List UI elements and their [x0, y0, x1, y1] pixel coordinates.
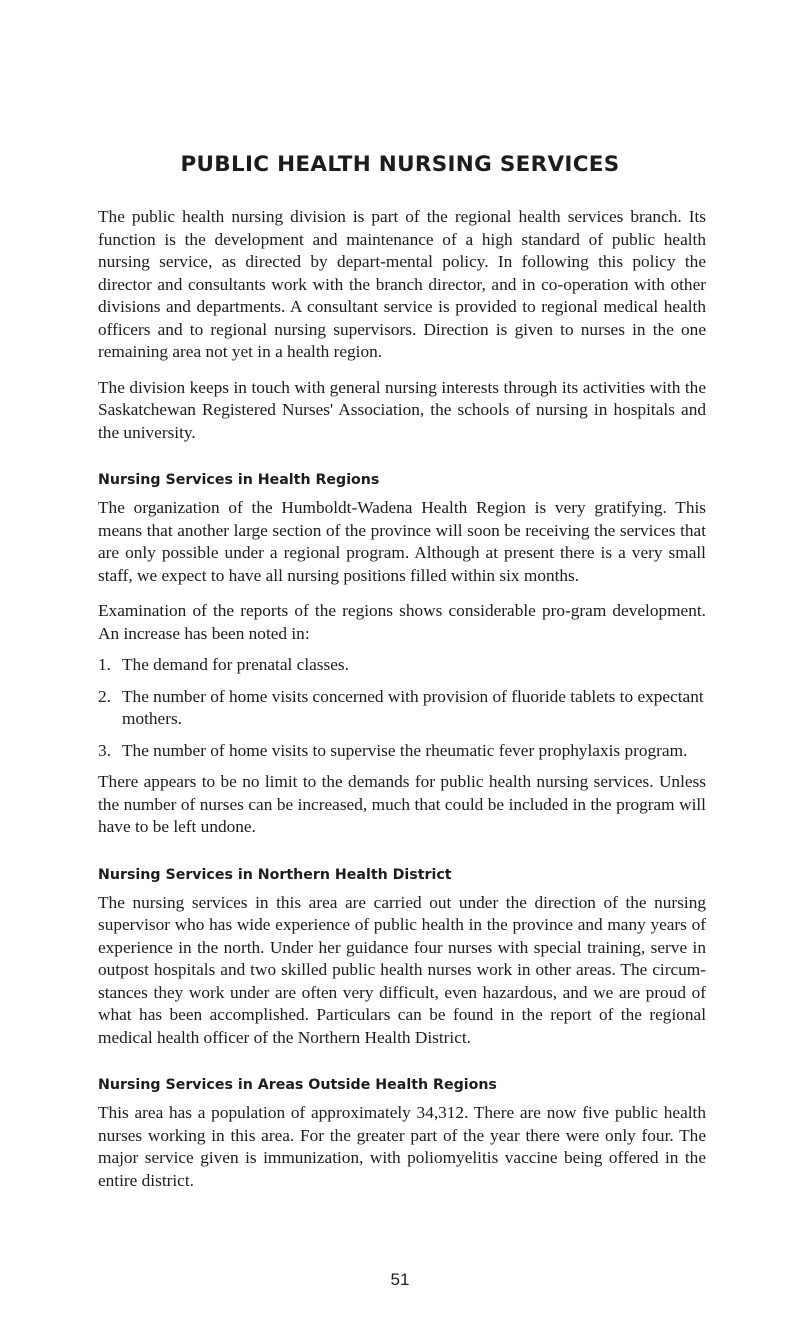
list-item-number: 3.	[98, 740, 111, 760]
list-item-number: 2.	[98, 686, 111, 706]
page-title: PUBLIC HEALTH NURSING SERVICES	[180, 152, 620, 177]
section-heading-northern-district: Nursing Services in Northern Health District	[98, 866, 452, 883]
intro-paragraph-1: The public health nursing division is part of the regional health services branch. Its function is the development and maintenance of a high standard of public health nursing service, as directed by depart-mental policy. In following this policy the director and consultants work with the branch director, and in co-operation with other divisions and departments. A consultant service is provided to regional medical health officers and to regional nursing supervisors. Direction is given to nurses in the one remaining area not yet in a health region.	[98, 207, 706, 361]
document-body	[98, 206, 706, 1192]
program-development-list	[98, 654, 706, 762]
list-item	[98, 654, 706, 677]
list-item-text: The demand for prenatal classes.	[122, 655, 349, 674]
list-item	[98, 740, 706, 763]
list-item-number: 1.	[98, 655, 111, 674]
list-item-text: The number of home visits to supervise the rheumatic fever prophylaxis program.	[122, 740, 688, 760]
list-item	[98, 686, 706, 731]
outside-regions-paragraph: This area has a population of approximately 34,312. There are now five public health nurses working in this area. For the greater part of the year there were only four. The major service given is immunization, with poliomyelitis vaccine being offered in the entire district.	[98, 1103, 706, 1190]
northern-district-paragraph: The nursing services in this area are carried out under the direction of the nursing supervisor who has wide experience of public health in the province and many years of experience in the north. Under her guidance four nurses with special training, serve in outpost hospitals and two skilled public health nurses work in other areas. The circum-stances they work under are often very difficult, even hazardous, and we are proud of what has been accomplished. Particulars can be found in the report of the regional medical health officer of the Northern Health District.	[98, 892, 706, 1047]
health-regions-paragraph-3: There appears to be no limit to the demands for public health nursing services. Unless the number of nurses can be increased, much that could be included in the program will have to be left undone.	[98, 772, 706, 836]
page-number: 51	[390, 1270, 410, 1289]
health-regions-paragraph-2: Examination of the reports of the regions shows considerable pro-gram development. An increase has been noted in:	[98, 601, 706, 643]
intro-paragraph-2: The division keeps in touch with general nursing interests through its activities with the Saskatchewan Registered Nurses' Association, the schools of nursing in hospitals and the university.	[98, 377, 706, 442]
section-heading-health-regions: Nursing Services in Health Regions	[98, 472, 380, 488]
list-item-text: The number of home visits concerned with provision of fluoride tablets to expectant mothers.	[122, 686, 704, 728]
section-heading-outside-regions: Nursing Services in Areas Outside Health Regions	[98, 1077, 497, 1093]
health-regions-paragraph-1: The organization of the Humboldt-Wadena Health Region is very gratifying. This means that another large section of the province will soon be receiving the services that are only possible under a regional program. Although at present there is a very small staff, we expect to have all nursing positions filled within six months.	[98, 498, 706, 585]
